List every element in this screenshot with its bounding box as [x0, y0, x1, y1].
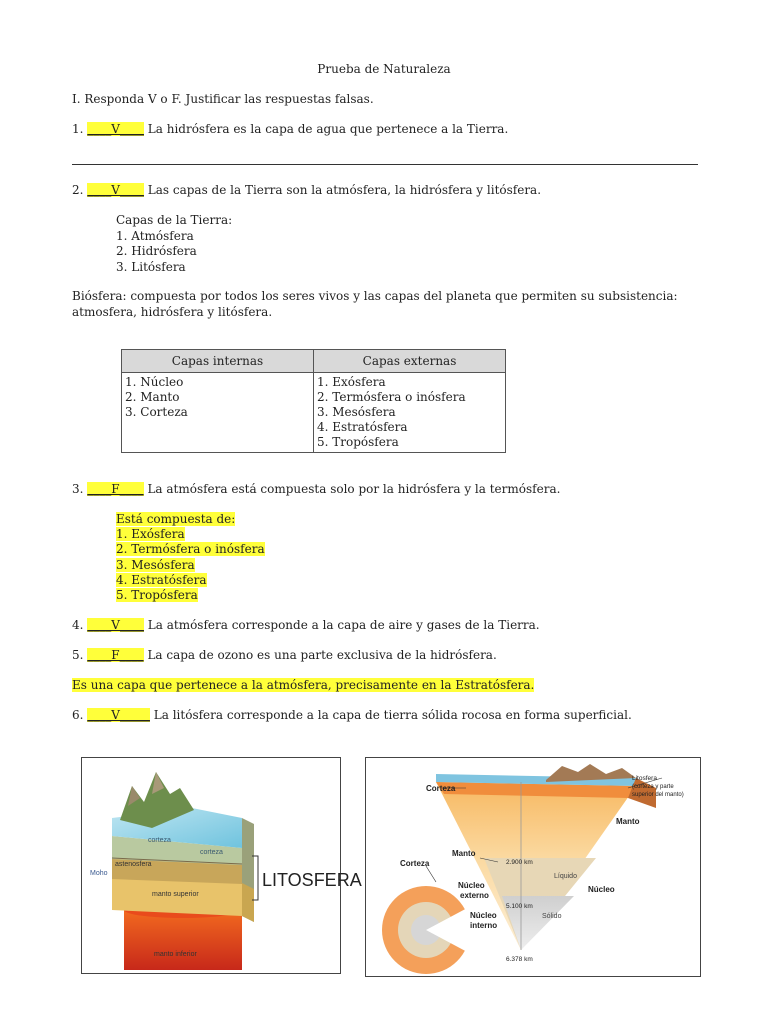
earth-layers-figure — [365, 757, 701, 977]
list-item: 1. Exósfera — [116, 527, 185, 542]
label-manto-mid: Manto — [452, 849, 476, 858]
table-item: 4. Estratósfera — [317, 420, 408, 434]
lithosphere-illustration — [82, 758, 362, 973]
answer-blank: ____V_____ — [87, 708, 150, 722]
question-text: Las capas de la Tierra son la atmósfera, la hidrósfera y litósfera. — [147, 183, 542, 197]
instructions: I. Responda V o F. Justificar las respuestas falsas. — [72, 92, 374, 106]
question-5 — [72, 648, 497, 662]
answer-blank: ____F____ — [87, 482, 144, 496]
question-text: La litósfera corresponde a la capa de tierra sólida rocosa en forma superficial. — [153, 708, 632, 722]
question-number: 4. — [72, 618, 84, 632]
lithosphere-figure — [81, 757, 362, 974]
manto-inferior-shape — [124, 910, 242, 970]
question-number: 3. — [72, 482, 84, 496]
biosfera-paragraph — [72, 289, 678, 320]
table-item: 1. Núcleo — [125, 375, 184, 389]
list-item: 5. Tropósfera — [116, 588, 198, 603]
answer-blank: ____V____ — [87, 183, 144, 197]
table-item: 2. Termósfera o inósfera — [317, 390, 466, 404]
page-title: Prueba de Naturaleza — [317, 62, 451, 76]
question-number: 2. — [72, 183, 84, 197]
table-item: 3. Mesósfera — [317, 405, 396, 419]
label-nucleo-interno: Núcleo — [470, 911, 497, 920]
label-liquido: Líquido — [554, 873, 577, 880]
label-nucleo-right: Núcleo — [588, 885, 615, 894]
label-manto-inferior: manto inferior — [154, 951, 197, 958]
question-2 — [72, 183, 541, 197]
label-2900km: 2.900 km — [506, 859, 533, 866]
list-item: 2. Hidrósfera — [116, 244, 197, 258]
question-6 — [72, 708, 632, 722]
question-number: 1. — [72, 122, 84, 136]
label-5100km: 5.100 km — [506, 903, 533, 910]
label-moho: Moho — [90, 870, 108, 877]
label-litosfera: LITOSFERA — [262, 870, 362, 890]
label-6378km: 6.378 km — [506, 956, 533, 963]
answer-blank: ____V____ — [87, 618, 144, 632]
list-item: 3. Mesósfera — [116, 557, 195, 572]
label-corteza-2: corteza — [200, 849, 223, 856]
label-nucleo-externo: Núcleo — [458, 881, 485, 890]
label-litosfera-note: superior del manto) — [632, 792, 684, 798]
list-item: 2. Termósfera o inósfera — [116, 542, 265, 557]
question-text: La atmósfera corresponde a la capa de aire y gases de la Tierra. — [147, 618, 540, 632]
table-item: 5. Tropósfera — [317, 435, 399, 449]
label-corteza-1: corteza — [148, 837, 171, 844]
label-manto-right: Manto — [616, 817, 640, 826]
label-litosfera: Litosfera — [632, 775, 657, 782]
list-item: 3. Litósfera — [116, 259, 186, 274]
label-manto-superior: manto superior — [152, 891, 199, 898]
q3-answer-list — [116, 512, 265, 603]
list-item: 4. Estratósfera — [116, 572, 207, 587]
table-item: 3. Corteza — [125, 405, 188, 419]
label-corteza-top: Corteza — [426, 784, 456, 793]
list-item: 1. Atmósfera — [116, 228, 194, 243]
biosfera-line: atmosfera, hidrósfera y litósfera. — [72, 304, 273, 319]
header-externas: Capas externas — [314, 350, 506, 373]
cell-internas — [122, 373, 314, 453]
answer-line — [72, 164, 698, 165]
biosfera-line: Biósfera: compuesta por todos los seres vivos y las capas del planeta que permiten su subsistencia: — [72, 289, 678, 303]
question-number: 5. — [72, 648, 84, 662]
label-nucleo-interno-2: interno — [470, 921, 498, 930]
list-title: Está compuesta de: — [116, 512, 236, 526]
answer-blank: ____V____ — [87, 122, 144, 136]
question-4 — [72, 618, 540, 632]
question-number: 6. — [72, 708, 84, 722]
question-text: La atmósfera está compuesta solo por la hidrósfera y la termósfera. — [147, 482, 561, 496]
table-item: 1. Exósfera — [317, 375, 386, 389]
answer-blank: ____F____ — [87, 648, 144, 662]
label-corteza-left: Corteza — [400, 859, 430, 868]
label-solido: Sólido — [542, 913, 562, 920]
question-3 — [72, 482, 560, 496]
capas-list — [116, 213, 232, 275]
layers-table — [121, 349, 506, 453]
cell-externas — [314, 373, 506, 453]
question-text: La capa de ozono es una parte exclusiva de la hidrósfera. — [147, 648, 497, 662]
label-litosfera-note: (corteza y parte — [632, 784, 674, 790]
label-nucleo-externo-2: externo — [460, 891, 489, 900]
question-1 — [72, 122, 508, 136]
header-internas: Capas internas — [122, 350, 314, 373]
q5-justification: Es una capa que pertenece a la atmósfera, precisamente en la Estratósfera. — [72, 678, 535, 692]
label-astenosfera: astenosfera — [115, 861, 152, 868]
list-title: Capas de la Tierra: — [116, 213, 233, 227]
question-text: La hidrósfera es la capa de agua que pertenece a la Tierra. — [147, 122, 509, 136]
earth-cutaway-illustration — [366, 758, 700, 976]
table-item: 2. Manto — [125, 390, 180, 404]
